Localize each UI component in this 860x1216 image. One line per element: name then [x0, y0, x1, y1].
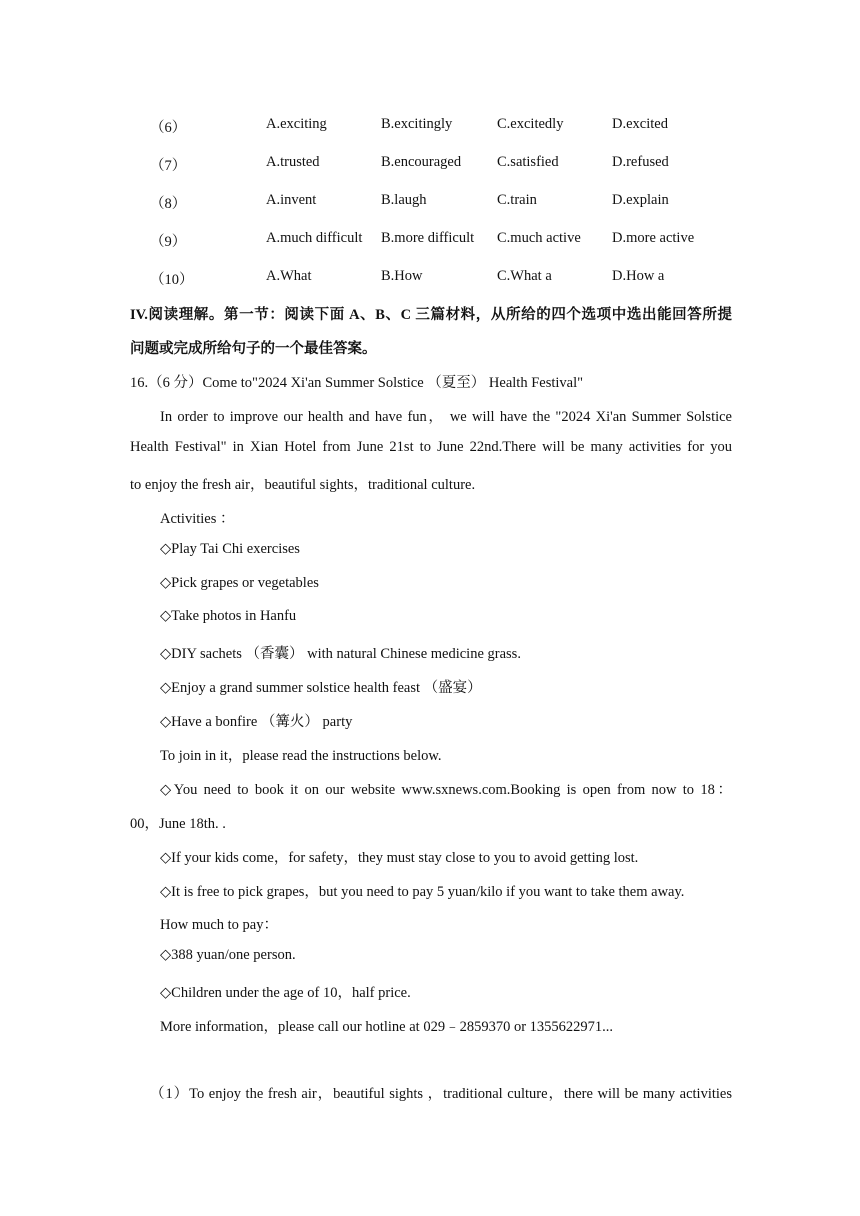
options-row-6	[0, 116, 860, 136]
instruction-booking: ◇You need to book it on our website www.sxnews.com.Booking is open from now to 18：	[160, 782, 732, 798]
option-b: B.laugh	[381, 192, 427, 208]
pay-item: ◇Children under the age of 10，half price.	[160, 985, 411, 1001]
activity-item: ◇Enjoy a grand summer solstice health feast （盛宴）	[160, 680, 482, 696]
question-number: （10）	[150, 272, 194, 288]
activity-item: ◇Have a bonfire （篝火） party	[160, 714, 353, 730]
more-info: More information，please call our hotline at 029﹣2859370 or 1355622971...	[160, 1019, 614, 1035]
options-row-7	[0, 154, 860, 174]
intro-line2: Health Festival" in Xian Hotel from June 21st to June 22nd.There will be many activities for you	[130, 439, 732, 455]
options-row-8	[0, 192, 860, 212]
option-d: D.How a	[612, 268, 665, 284]
option-c: C.satisfied	[497, 154, 559, 170]
activity-item: ◇DIY sachets （香囊） with natural Chinese medicine grass.	[160, 646, 521, 662]
option-b: B.more difficult	[381, 230, 475, 246]
sub-question-1: （1）To enjoy the fresh air，beautiful sights ，traditional culture，there will be many activities	[150, 1086, 732, 1102]
option-b: B.encouraged	[381, 154, 462, 170]
intro-line3: to enjoy the fresh air，beautiful sights，traditional culture.	[130, 477, 476, 493]
section-heading-line1: IV.阅读理解。第一节：阅读下面 A、B、C 三篇材料，从所给的四个选项中选出能回答所提	[130, 307, 732, 323]
option-a: A.invent	[266, 192, 317, 208]
option-d: D.more active	[612, 230, 695, 246]
instruction-kids: ◇If your kids come，for safety，they must stay close to you to avoid getting lost.	[160, 850, 639, 866]
option-d: D.explain	[612, 192, 669, 208]
options-row-9	[0, 230, 860, 250]
options-row-10	[0, 268, 860, 288]
option-a: A.What	[266, 268, 312, 284]
question-title: 16.（6 分）Come to"2024 Xi'an Summer Solstice （夏至） Health Festival"	[130, 375, 584, 391]
activities-heading: Activities ：	[160, 511, 235, 527]
join-heading: To join in it，please read the instructions below.	[160, 748, 442, 764]
option-c: C.excitedly	[497, 116, 564, 132]
option-c: C.What a	[497, 268, 552, 284]
option-c: C.much active	[497, 230, 581, 246]
pay-heading: How much to pay：	[160, 917, 278, 933]
instruction-grapes: ◇It is free to pick grapes，but you need to pay 5 yuan/kilo if you want to take them away.	[160, 884, 685, 900]
option-a: A.exciting	[266, 116, 327, 132]
instruction-booking-cont: 00，June 18th. .	[130, 816, 226, 832]
option-d: D.refused	[612, 154, 669, 170]
option-c: C.train	[497, 192, 537, 208]
option-a: A.much difficult	[266, 230, 363, 246]
activity-item: ◇Play Tai Chi exercises	[160, 541, 300, 557]
option-b: B.excitingly	[381, 116, 453, 132]
intro-line1: In order to improve our health and have fun， we will have the "2024 Xi'an Summer Solstice	[160, 409, 732, 425]
question-number: （6）	[150, 120, 187, 136]
activity-item: ◇Pick grapes or vegetables	[160, 575, 319, 591]
option-a: A.trusted	[266, 154, 320, 170]
option-b: B.How	[381, 268, 423, 284]
activity-item: ◇Take photos in Hanfu	[160, 608, 297, 624]
question-number: （7）	[150, 158, 187, 174]
question-number: （9）	[150, 234, 187, 250]
section-heading-line2: 问题或完成所给句子的一个最佳答案。	[130, 341, 377, 357]
pay-item: ◇388 yuan/one person.	[160, 947, 296, 963]
question-number: （8）	[150, 196, 187, 212]
option-d: D.excited	[612, 116, 668, 132]
